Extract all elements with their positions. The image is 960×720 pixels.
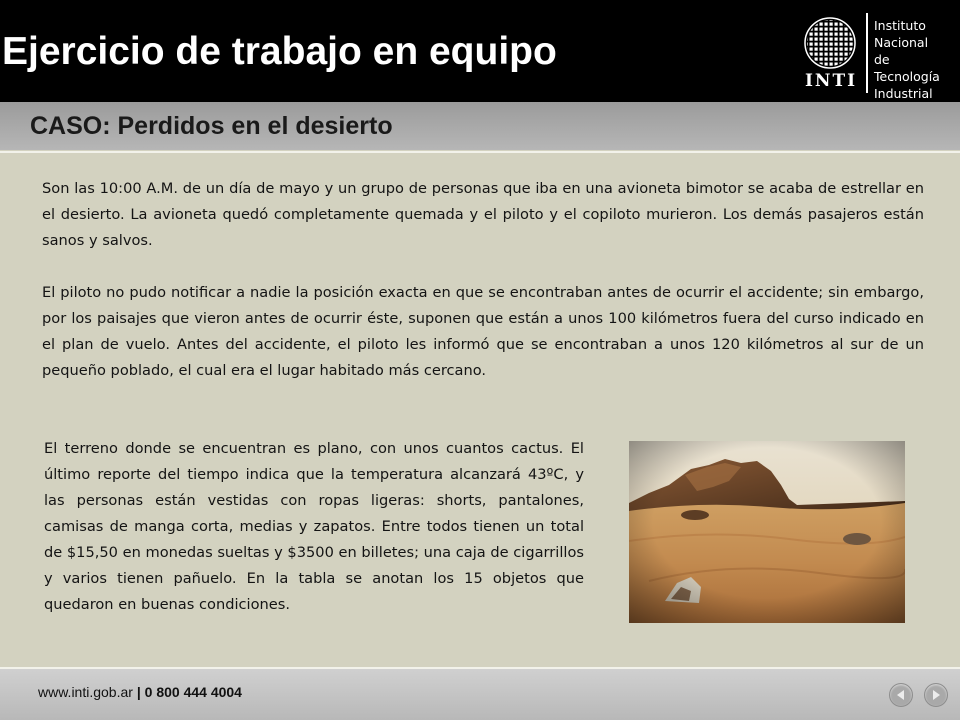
inti-logo-text: Instituto Nacional de Tecnología Industrial xyxy=(874,18,940,101)
case-title: CASO: Perdidos en el desierto xyxy=(30,112,393,140)
arrow-right-icon xyxy=(925,684,947,706)
footer-phone: 0 800 444 4004 xyxy=(144,684,242,700)
previous-slide-button[interactable] xyxy=(889,683,913,707)
footer-separator: | xyxy=(132,684,145,700)
subheader-bar xyxy=(0,102,960,150)
paragraph-1: Son las 10:00 A.M. de un día de mayo y un grupo de personas que iba en una avioneta bimotor se acaba de estrellar en el desierto. La avioneta quedó completamente quemada y el piloto y el copiloto murieron. Los demás pasajeros están sanos y salvos. xyxy=(42,180,924,249)
inti-logo-word: INTI xyxy=(804,71,858,91)
content-area xyxy=(0,153,960,667)
desert-photo xyxy=(629,441,905,623)
arrow-left-icon xyxy=(890,684,912,706)
footer-contact xyxy=(38,684,242,700)
footer-bar xyxy=(0,669,960,720)
page-title: Ejercicio de trabajo en equipo xyxy=(2,30,557,73)
header-bar xyxy=(0,0,960,102)
footer-website-link[interactable]: www.inti.gob.ar xyxy=(38,684,133,700)
logo-divider xyxy=(866,13,868,93)
paragraph-2: El piloto no pudo notificar a nadie la posición exacta en que se encontraban antes de ocurrir el accidente; sin embargo, por los paisajes que vieron antes de ocurrir éste, suponen que están a unos 100 kilómetros fuera del curso indicado en el plan de vuelo. Antes del accidente, el piloto les informó que se encontraban a unos 120 kilómetros al sur de un pequeño poblado, el cual era el lugar habitado más cercano. xyxy=(42,284,924,379)
next-slide-button[interactable] xyxy=(924,683,948,707)
inti-logo xyxy=(800,13,950,101)
paragraph-3: El terreno donde se encuentran es plano, con unos cuantos cactus. El último reporte del tiempo indica que la temperatura alcanzará 43ºC, y las personas están vestidas con ropas ligeras: shorts, pantalones, camisas de manga corta, medias y zapatos. Entre todos tienen un total de $15,50 en monedas sueltas y $3500 en billetes; una caja de cigarrillos y varios tienen pañuelo. En la tabla se anotan los 15 objetos que quedaron en buenas condiciones. xyxy=(44,440,584,613)
inti-logo-mark-icon xyxy=(804,17,856,69)
